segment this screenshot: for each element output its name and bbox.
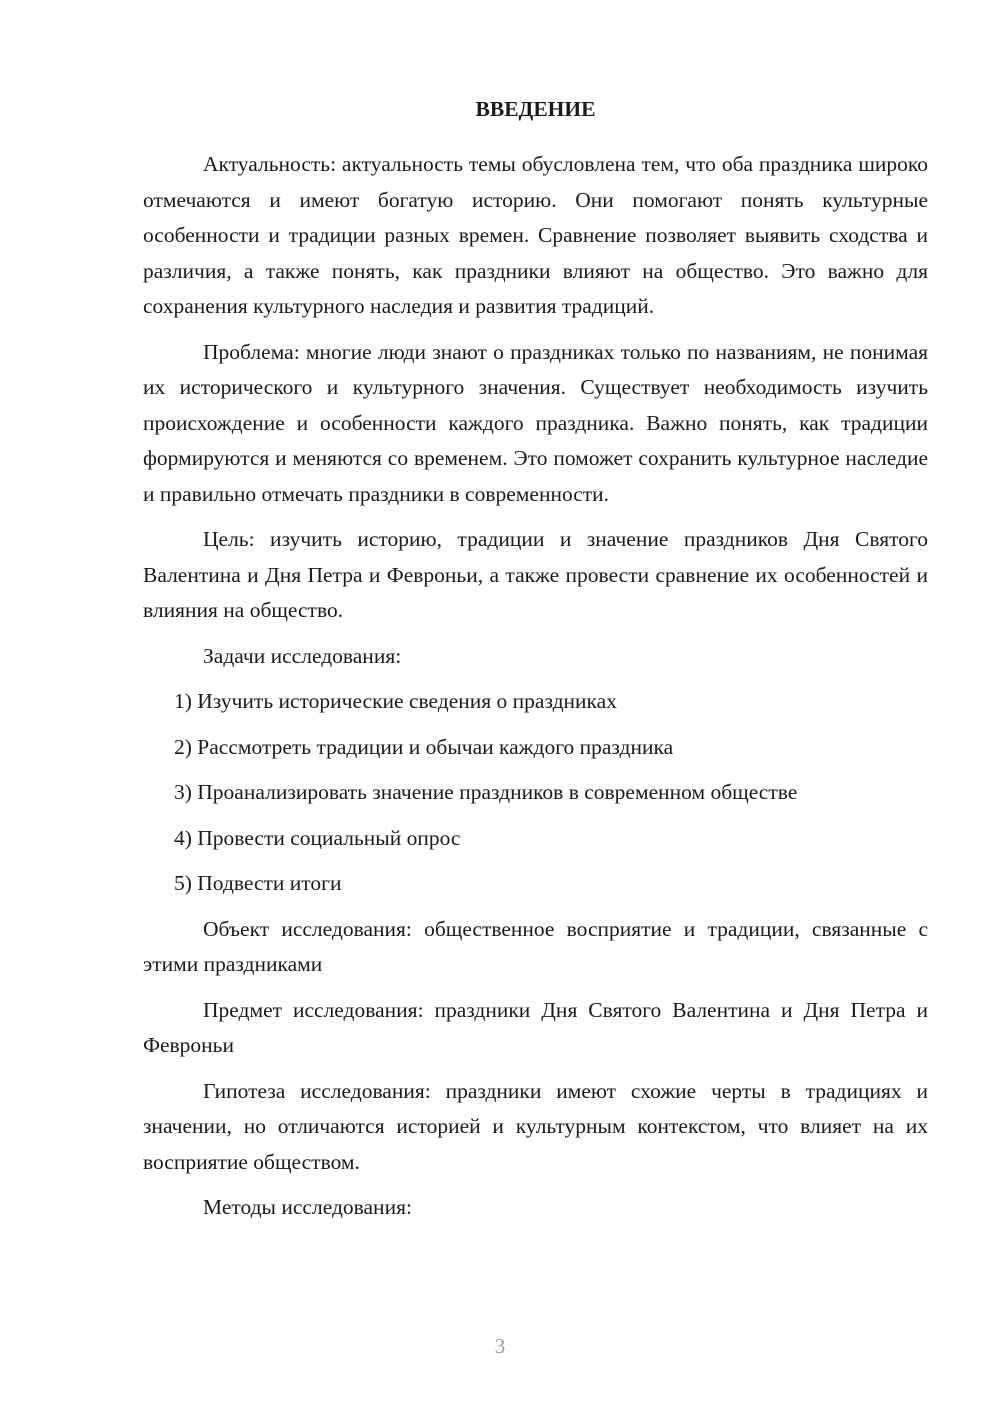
- tasks-list: [143, 684, 928, 902]
- section-title: ВВЕДЕНИЕ: [475, 97, 596, 121]
- goal-paragraph: Цель: изучить историю, традиции и значение праздников Дня Святого Валентина и Дня Петра и Февроньи, а также провести сравнение их особенностей и влияния на общество.: [143, 527, 928, 622]
- hypothesis-paragraph: Гипотеза исследования: праздники имеют схожие черты в традициях и значении, но отличаются историей и культурным контекстом, что влияет на их восприятие обществом.: [143, 1078, 928, 1174]
- subject-paragraph: Предмет исследования: праздники Дня Святого Валентина и Дня Петра и Февроньи: [143, 997, 928, 1057]
- list-item: 2) Рассмотреть традиции и обычаи каждого праздника: [174, 734, 674, 759]
- tasks-heading: Задачи исследования:: [203, 643, 402, 668]
- object-paragraph: Объект исследования: общественное восприятие и традиции, связанные с этими праздниками: [143, 916, 928, 976]
- document-page: [143, 92, 928, 1236]
- list-item: 5) Подвести итоги: [174, 871, 342, 895]
- relevance-paragraph: Актуальность: актуальность темы обусловлена тем, что оба праздника широко отмечаются и имеют богатую историю. Они помогают понять культурные особенности и традиции разных времен. Сравнение позволяет выявить сходства и различия, а также понять, как праздники влияют на общество. Это важно для сохранения культурного наследия и развития традиций.: [143, 152, 928, 318]
- list-item: 4) Провести социальный опрос: [174, 825, 461, 850]
- list-item: 1) Изучить исторические сведения о праздниках: [174, 689, 617, 713]
- list-item: 3) Проанализировать значение праздников в современном обществе: [174, 780, 798, 804]
- methods-heading: Методы исследования:: [203, 1195, 412, 1219]
- problem-paragraph: Проблема: многие люди знают о праздниках только по названиям, не понимая их исторического и культурного значения. Существует необходимость изучить происхождение и особенности каждого праздника. Важно понять, как традиции формируются и меняются со временем. Это поможет сохранить культурное наследие и правильно отмечать праздники в современности.: [143, 339, 928, 506]
- page-number: 3: [494, 1334, 506, 1358]
